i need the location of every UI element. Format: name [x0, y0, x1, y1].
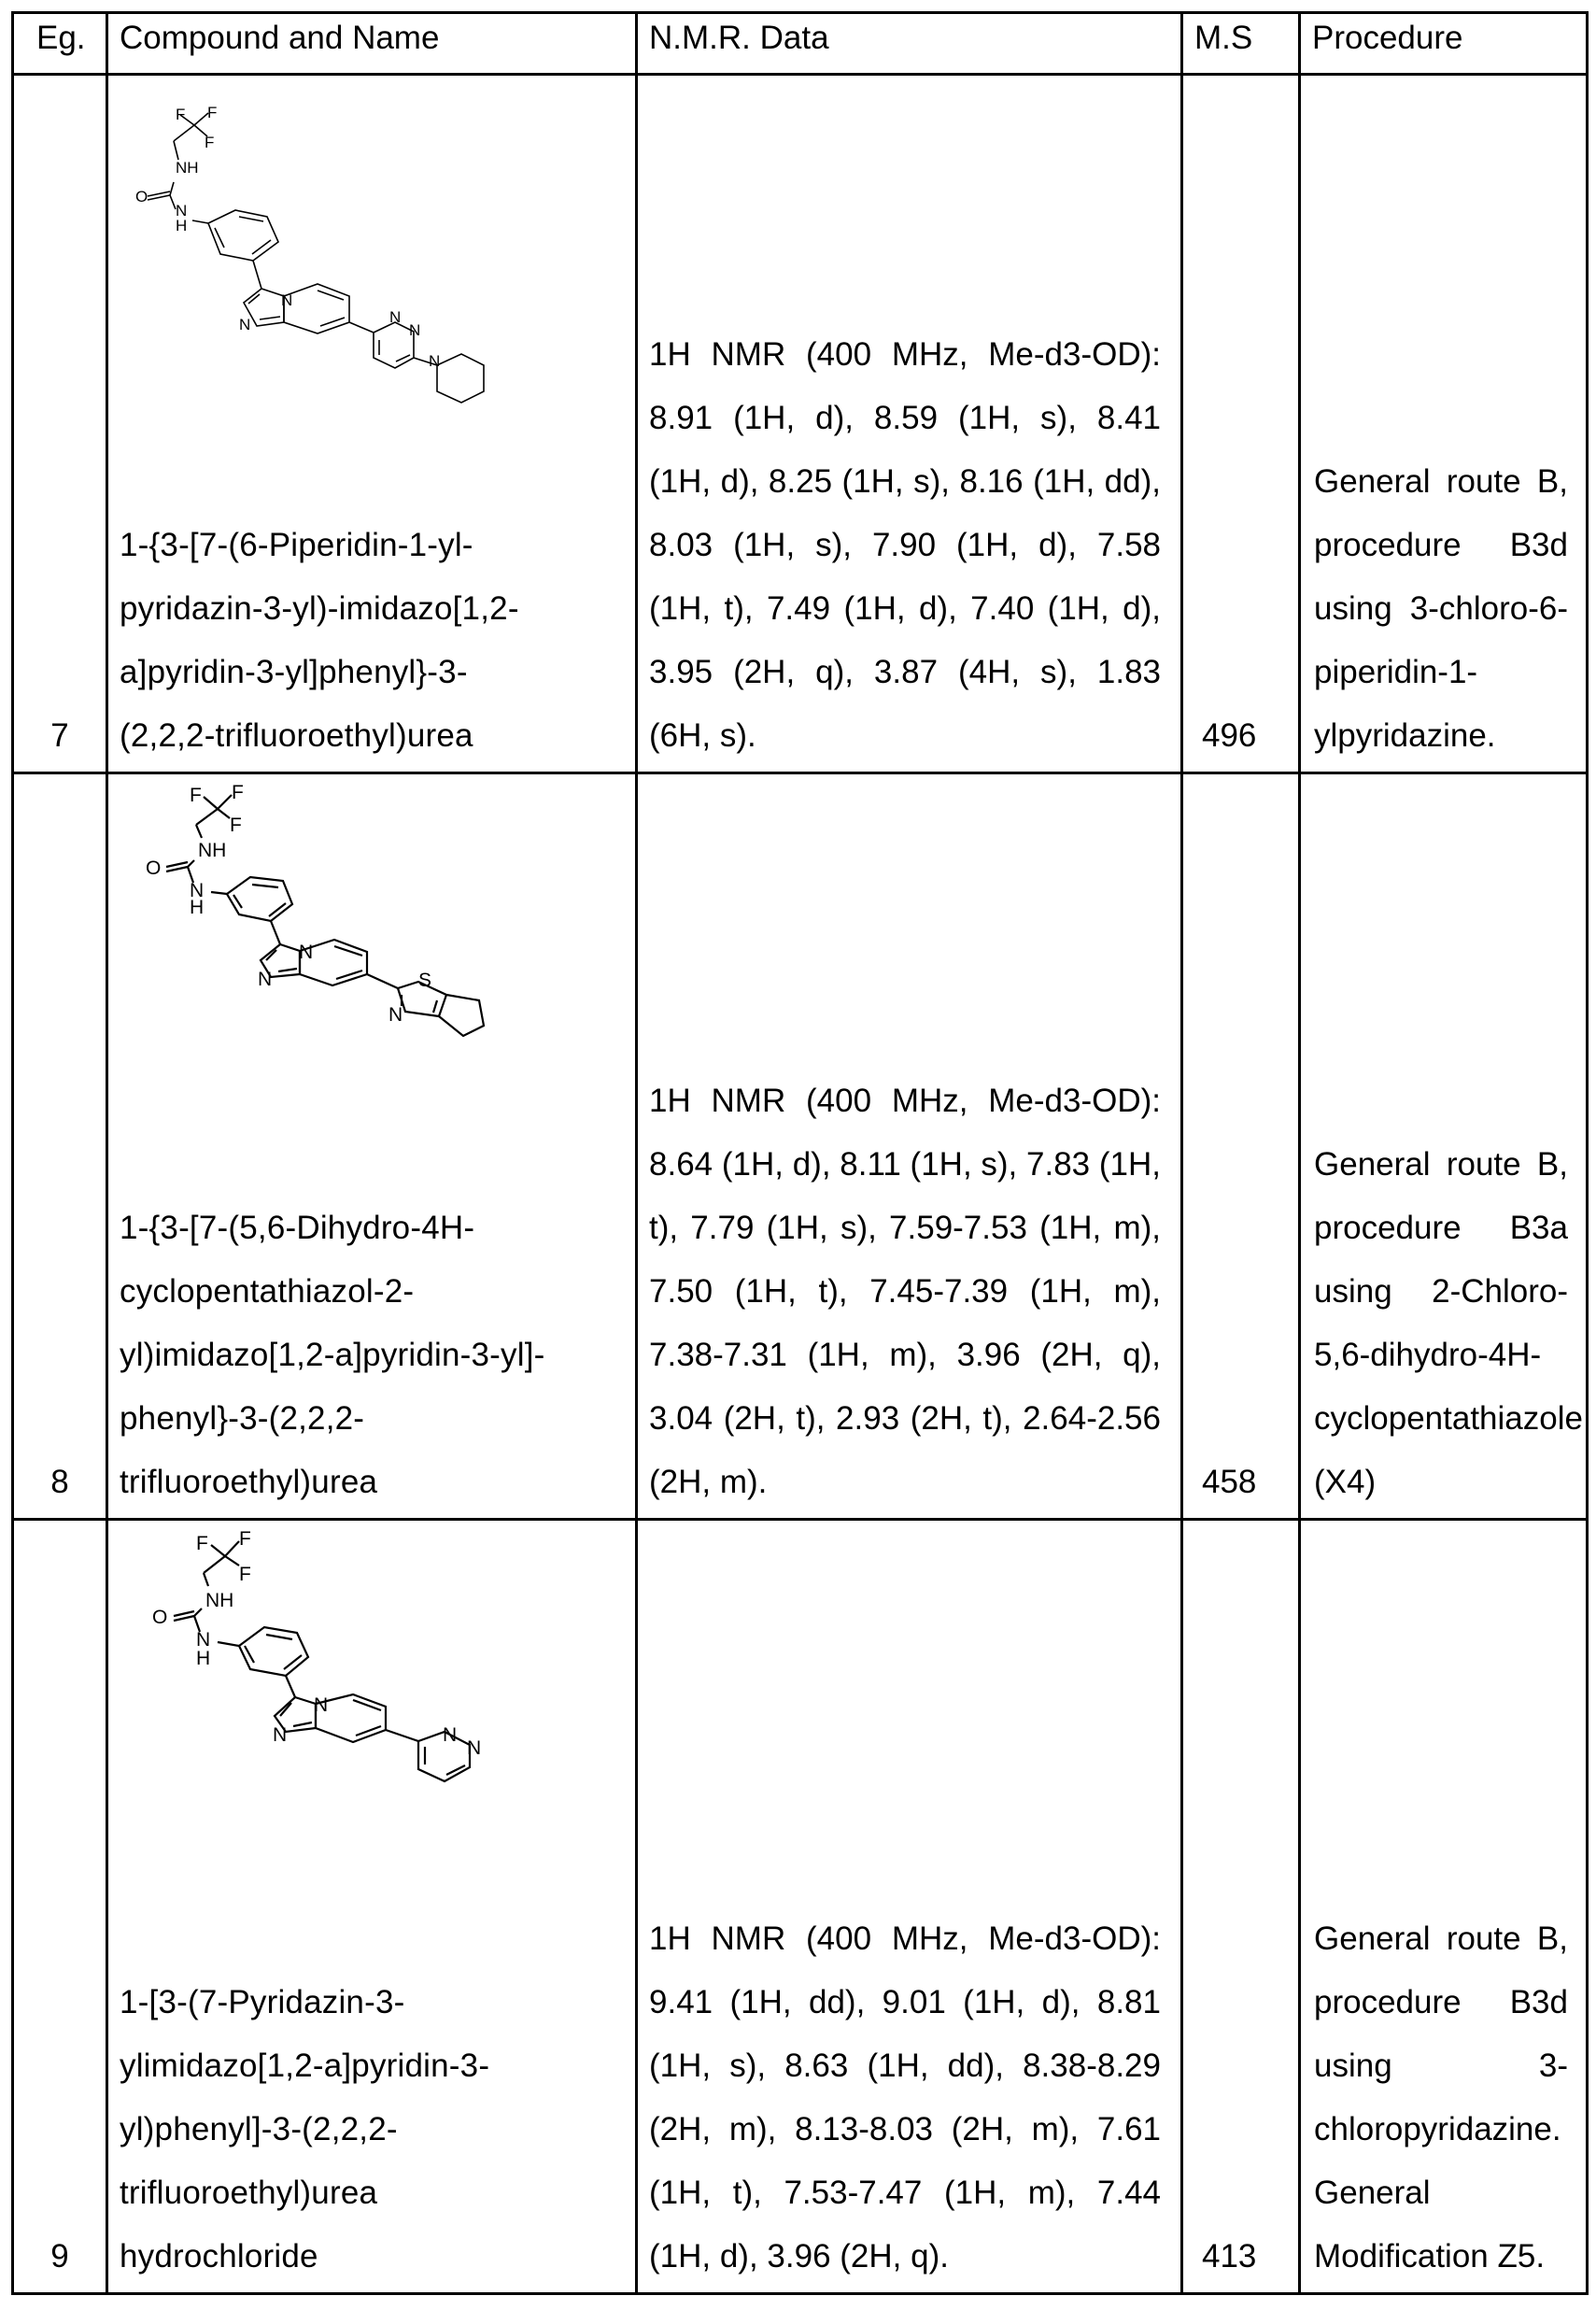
svg-text:N: N [299, 942, 314, 963]
svg-text:N: N [409, 321, 421, 339]
svg-text:F: F [205, 134, 215, 151]
svg-text:NH: NH [198, 840, 227, 861]
compound-name: 1-{3-[7-(6-Piperidin-1-yl- pyridazin-3-yl)-imidazo[1,2- a]pyridin-3-yl]phenyl}-3- (2,2,2-trifluoroethyl)urea [120, 527, 519, 754]
ms-cell [1182, 75, 1300, 773]
svg-text:NH: NH [205, 1590, 234, 1611]
mass-spec-value: 413 [1202, 2238, 1257, 2275]
compound-cell [107, 75, 637, 773]
svg-text:F: F [207, 104, 218, 121]
procedure-text: General route B, procedure B3d using 3-chloropyridazine. General Modification Z5. [1314, 1920, 1568, 2275]
svg-text:F: F [190, 785, 202, 806]
svg-text:N: N [443, 1724, 458, 1746]
svg-text:N: N [273, 1724, 288, 1746]
header-procedure: Procedure [1300, 13, 1588, 75]
svg-text:F: F [230, 815, 242, 836]
nmr-cell [637, 1520, 1182, 2294]
table-row [13, 75, 1588, 773]
compound-cell [107, 1520, 637, 2294]
svg-text:O: O [152, 1607, 168, 1628]
procedure-cell [1300, 75, 1588, 773]
svg-text:N: N [389, 308, 402, 326]
svg-text:N: N [281, 291, 293, 309]
svg-text:F: F [239, 1564, 251, 1585]
nmr-cell [637, 75, 1182, 773]
svg-text:S: S [418, 970, 432, 991]
ms-cell [1182, 773, 1300, 1520]
example-number: 8 [50, 1464, 69, 1500]
nmr-data: 1H NMR (400 MHz, Me-d3-OD): 9.41 (1H, dd), 9.01 (1H, d), 8.81 (1H, s), 8.63 (1H, dd), 8.38-8.29 (2H, m), 8.13-8.03 (2H, m), 7.61 (1H, t), 7.53-7.47 (1H, m), 7.44 (1H, d), 3.96 (2H, q). [649, 1920, 1161, 2275]
svg-text:H: H [196, 1648, 211, 1669]
svg-text:F: F [232, 782, 244, 803]
svg-text:O: O [135, 188, 148, 205]
svg-text:NH: NH [176, 159, 199, 177]
svg-text:O: O [146, 857, 162, 879]
chemical-structure-icon [120, 92, 624, 429]
eg-cell [13, 773, 107, 1520]
header-eg: Eg. [13, 13, 107, 75]
eg-cell [13, 75, 107, 773]
eg-cell [13, 1520, 107, 2294]
chemical-structure-icon [120, 1524, 624, 1805]
header-compound: Compound and Name [107, 13, 637, 75]
nmr-data: 1H NMR (400 MHz, Me-d3-OD): 8.91 (1H, d), 8.59 (1H, s), 8.41 (1H, d), 8.25 (1H, s), 8.16 (1H, dd), 8.03 (1H, s), 7.90 (1H, d), 7.58 (1H, t), 7.49 (1H, d), 7.40 (1H, d), 3.95 (2H, q), 3.87 (4H, s), 1.83 (6H, s). [649, 336, 1161, 754]
example-number: 9 [50, 2238, 69, 2275]
procedure-text: General route B, procedure B3d using 3-chloro-6-piperidin-1-ylpyridazine. [1314, 463, 1568, 754]
nmr-data: 1H NMR (400 MHz, Me-d3-OD): 8.64 (1H, d), 8.11 (1H, s), 7.83 (1H, t), 7.79 (1H, s), 7.59-7.53 (1H, m), 7.50 (1H, t), 7.45-7.39 (1H, m), 7.38-7.31 (1H, m), 3.96 (2H, q), 3.04 (2H, t), 2.93 (2H, t), 2.64-2.56 (2H, m). [649, 1083, 1161, 1500]
table-row [13, 773, 1588, 1520]
procedure-cell [1300, 773, 1588, 1520]
svg-text:N: N [176, 202, 188, 220]
header-row [13, 13, 1588, 75]
mass-spec-value: 458 [1202, 1464, 1257, 1500]
chemical-structure-icon [120, 778, 624, 1058]
compound-table [11, 11, 1589, 2295]
svg-text:F: F [196, 1533, 208, 1554]
svg-text:N: N [467, 1737, 482, 1759]
svg-text:N: N [196, 1629, 211, 1651]
svg-text:N: N [190, 880, 205, 901]
compound-name: 1-{3-[7-(5,6-Dihydro-4H- cyclopentathiazol-2- yl)imidazo[1,2-a]pyridin-3-yl]- phenyl}-3-(2,2,2- trifluoroethyl)urea [120, 1210, 545, 1500]
svg-text:N: N [314, 1694, 329, 1716]
mass-spec-value: 496 [1202, 717, 1257, 754]
header-ms: M.S [1182, 13, 1300, 75]
svg-text:N: N [429, 352, 441, 370]
svg-text:N: N [258, 969, 273, 990]
nmr-cell [637, 773, 1182, 1520]
procedure-text: General route B, procedure B3a using 2-Chloro-5,6-dihydro-4H-cyclopentathiazole (X4) [1314, 1146, 1583, 1500]
table-row [13, 1520, 1588, 2294]
ms-cell [1182, 1520, 1300, 2294]
compound-name: 1-[3-(7-Pyridazin-3- ylimidazo[1,2-a]pyridin-3- yl)phenyl]-3-(2,2,2- trifluoroethyl)urea hydrochloride [120, 1984, 490, 2275]
svg-text:H: H [176, 217, 188, 234]
svg-text:H: H [190, 897, 205, 918]
svg-text:N: N [388, 1004, 403, 1026]
compound-cell [107, 773, 637, 1520]
svg-text:N: N [239, 316, 251, 333]
example-number: 7 [50, 717, 69, 754]
svg-text:F: F [176, 106, 186, 123]
procedure-cell [1300, 1520, 1588, 2294]
header-nmr: N.M.R. Data [637, 13, 1182, 75]
svg-text:F: F [239, 1528, 251, 1550]
